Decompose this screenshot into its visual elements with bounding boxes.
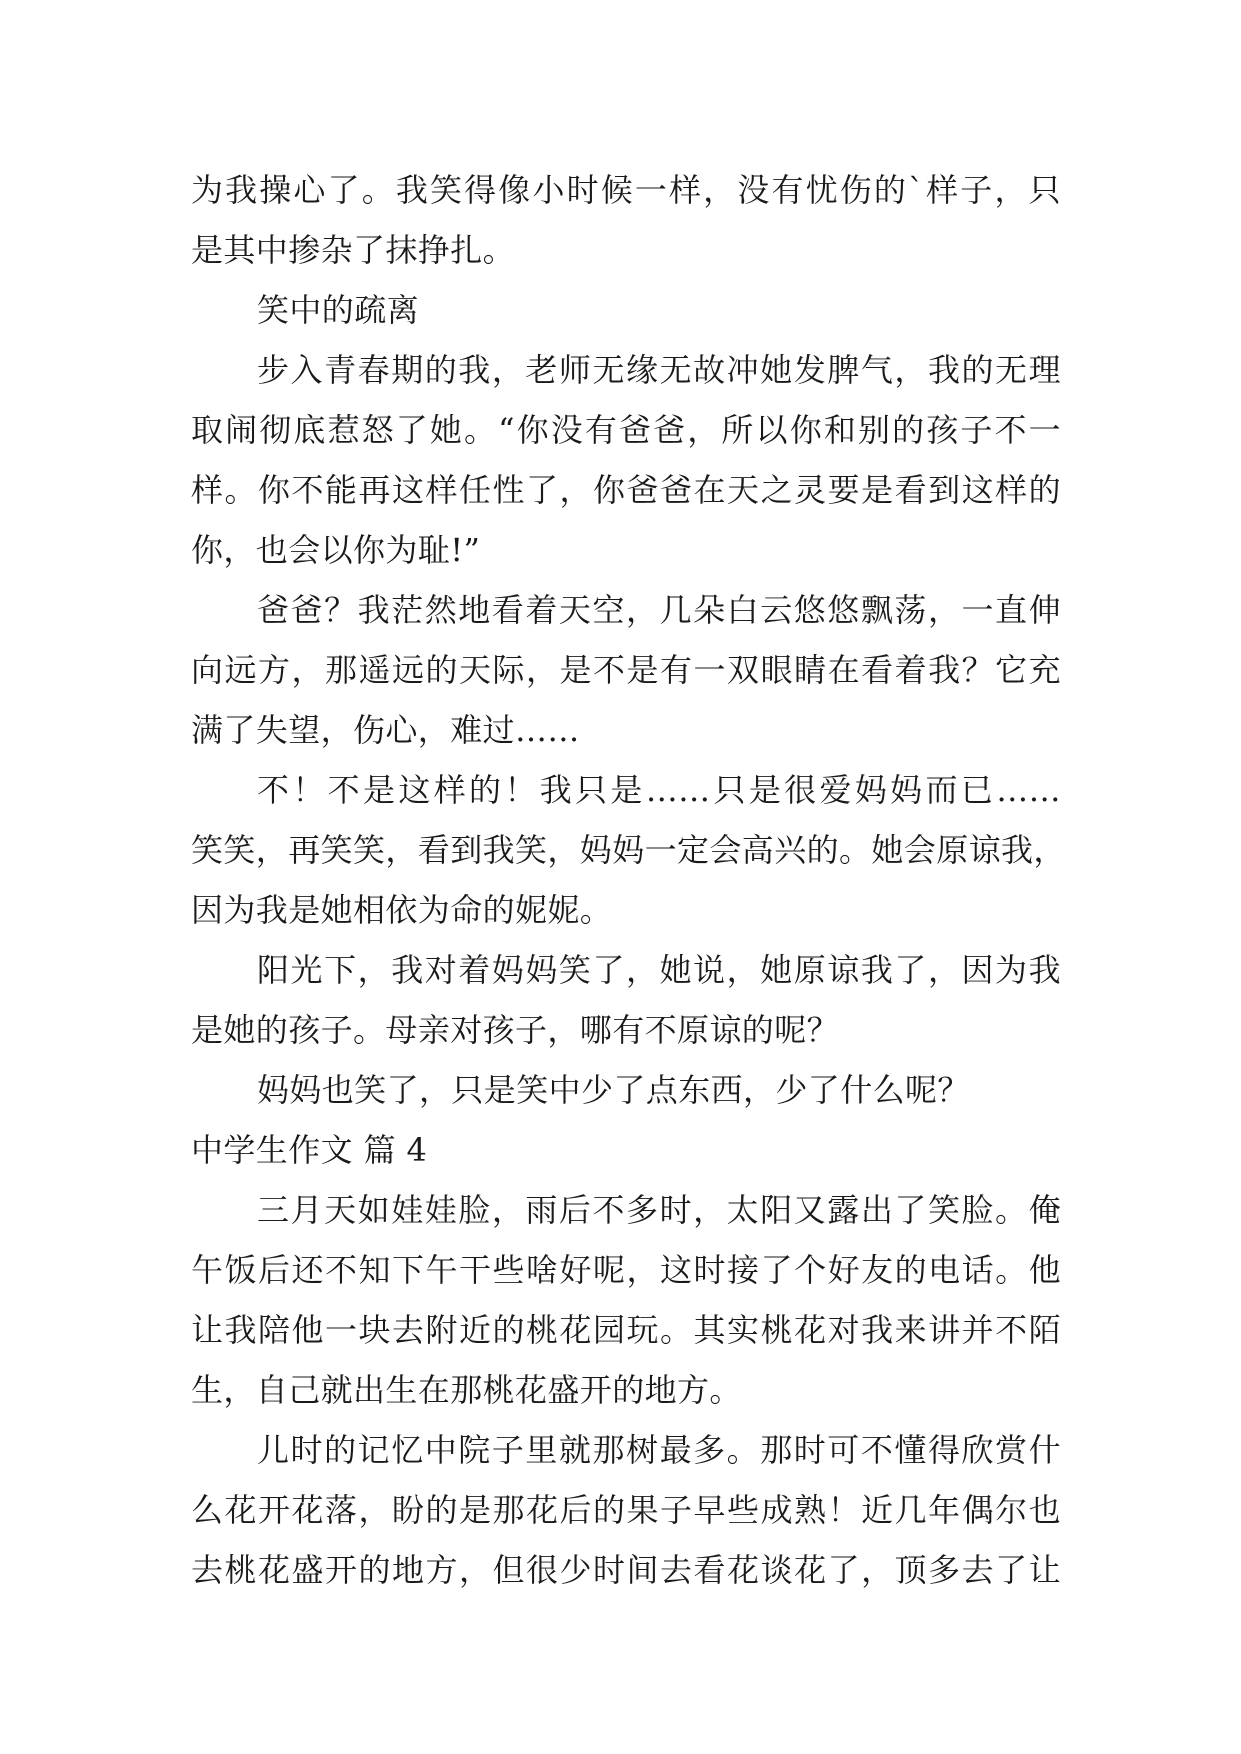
paragraph-line: 满了失望，伤心，难过……	[191, 711, 580, 749]
paragraph-line: 是她的孩子。母亲对孩子，哪有不原谅的呢？	[191, 1011, 840, 1049]
paragraph-line: 取闹彻底惹怒了她。“你没有爸爸，所以你和别的孩子不一	[191, 411, 1061, 449]
paragraph-line: 爸爸？我茫然地看着天空，几朵白云悠悠飘荡，一直伸	[257, 591, 1061, 629]
paragraph-line: 生，自己就出生在那桃花盛开的地方。	[191, 1371, 742, 1409]
paragraph-line: 步入青春期的我，老师无缘无故冲她发脾气，我的无理	[257, 351, 1061, 389]
paragraph-line: 三月天如娃娃脸，雨后不多时，太阳又露出了笑脸。俺	[257, 1191, 1061, 1229]
paragraph-line: 阳光下，我对着妈妈笑了，她说，她原谅我了，因为我	[257, 951, 1061, 989]
document-body	[191, 160, 1066, 1600]
paragraph-line: 儿时的记忆中院子里就那树最多。那时可不懂得欣赏什	[257, 1431, 1061, 1469]
paragraph-line: 是其中掺杂了抹挣扎。	[191, 231, 516, 269]
paragraph-line: 样。你不能再这样任性了，你爸爸在天之灵要是看到这样的	[191, 471, 1061, 509]
paragraph-line: 午饭后还不知下午干些啥好呢，这时接了个好友的电话。他	[191, 1251, 1061, 1289]
paragraph-line: 因为我是她相依为命的妮妮。	[191, 891, 613, 929]
paragraph-line: 不！不是这样的！我只是……只是很爱妈妈而已……	[257, 771, 1061, 809]
paragraph-line: 向远方，那遥远的天际，是不是有一双眼睛在看着我？它充	[191, 651, 1061, 689]
paragraph-line: 笑笑，再笑笑，看到我笑，妈妈一定会高兴的。她会原谅我，	[191, 831, 1066, 869]
section-heading: 笑中的疏离	[257, 291, 420, 329]
paragraph-line: 你，也会以你为耻!”	[191, 531, 481, 569]
paragraph-line: 为我操心了。我笑得像小时候一样，没有忧伤的`样子，只	[191, 171, 1061, 209]
paragraph-line: 让我陪他一块去附近的桃花园玩。其实桃花对我来讲并不陌	[191, 1311, 1061, 1349]
paragraph-line: 妈妈也笑了，只是笑中少了点东西，少了什么呢？	[257, 1071, 970, 1109]
paragraph-line: 去桃花盛开的地方，但很少时间去看花谈花了，顶多去了让	[191, 1551, 1061, 1589]
paragraph-line: 么花开花落，盼的是那花后的果子早些成熟！近几年偶尔也	[191, 1491, 1061, 1529]
article-title: 中学生作文 篇 4	[191, 1131, 428, 1169]
